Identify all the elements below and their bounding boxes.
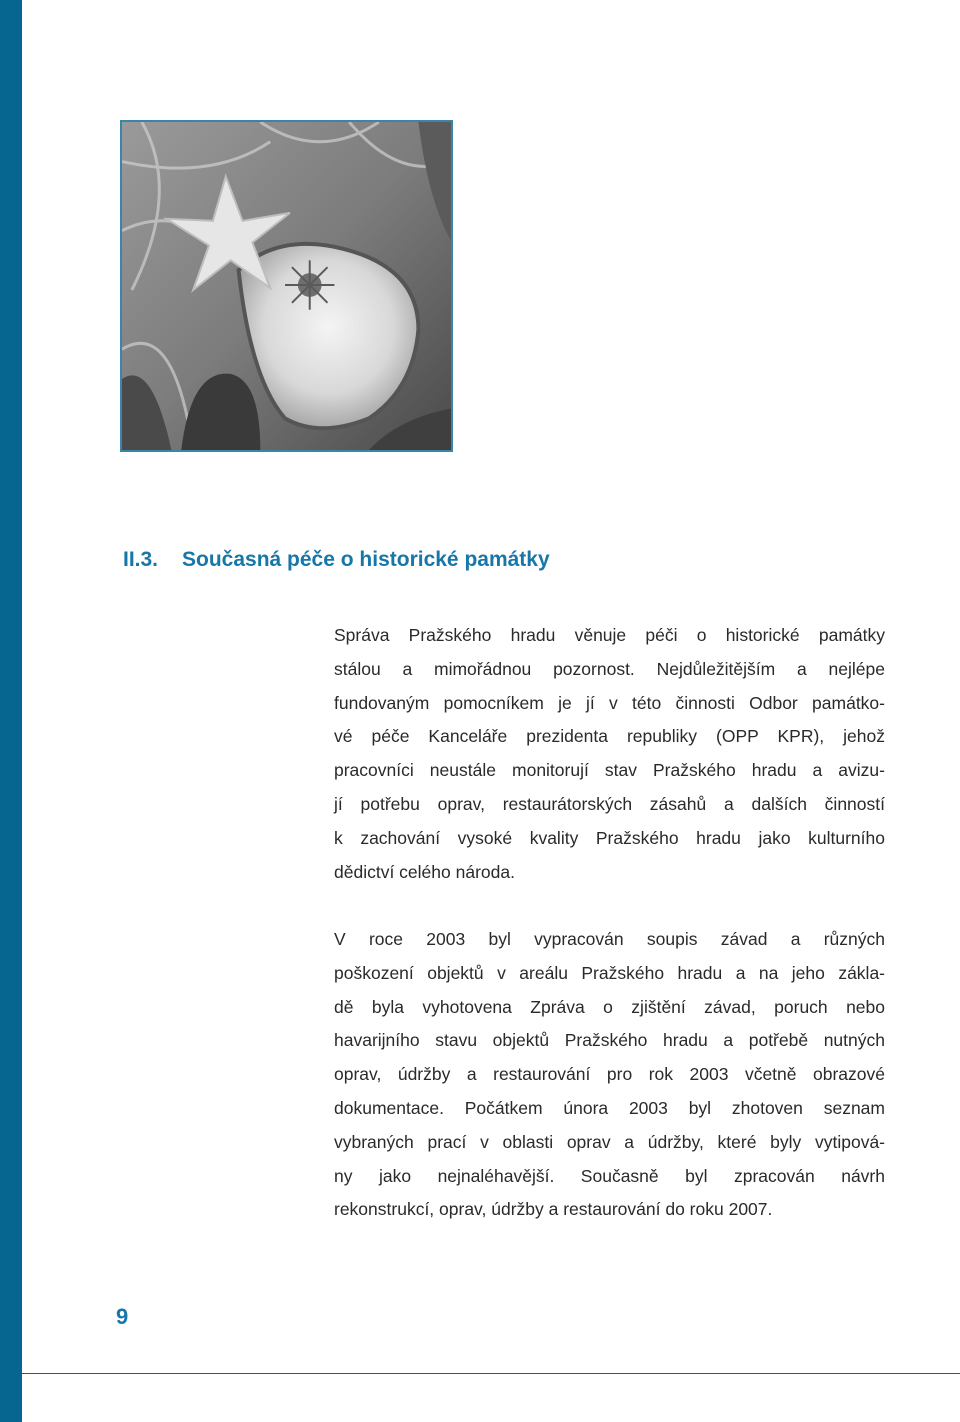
section-title: Současná péče o historické památky xyxy=(182,548,550,571)
section-heading xyxy=(123,548,550,572)
ceiling-photo-image xyxy=(122,122,451,450)
text-line: poškození objektů v areálu Pražského hradu a na jeho zákla- xyxy=(334,962,885,983)
text-line: vybraných prací v oblasti oprav a údržby, které byly vytipová- xyxy=(334,1131,885,1152)
text-line: fundovaným pomocníkem je jí v této činnosti Odbor památko- xyxy=(334,692,885,713)
text-line: stálou a mimořádnou pozornost. Nejdůležitějším a nejlépe xyxy=(334,658,885,679)
paragraph-2 xyxy=(334,923,885,1227)
text-line: pracovníci neustále monitorují stav Pražského hradu a avizu- xyxy=(334,760,885,781)
text-line: k zachování vysoké kvality Pražského hradu jako kulturního xyxy=(334,827,885,848)
text-line: vé péče Kanceláře prezidenta republiky (OPP KPR), jehož xyxy=(334,726,885,747)
text-line: jí potřebu oprav, restaurátorských zásahů a dalších činností xyxy=(334,793,885,814)
text-line: V roce 2003 byl vypracován soupis závad a různých xyxy=(334,929,885,949)
text-line: dědictví celého národa. xyxy=(334,861,515,882)
bottom-rule xyxy=(22,1373,960,1374)
text-line: oprav, údržby a restaurování pro rok 2003 včetně obrazové xyxy=(334,1064,885,1085)
paragraph-1 xyxy=(334,619,885,889)
text-line: Správa Pražského hradu věnuje péči o historické památky xyxy=(334,625,885,645)
section-number: II.3. xyxy=(123,548,159,571)
text-line: dokumentace. Počátkem února 2003 byl zhotoven seznam xyxy=(334,1097,885,1118)
page-number: 9 xyxy=(116,1304,129,1329)
text-line: ny jako nejnaléhavější. Současně byl zpracován návrh xyxy=(334,1165,885,1186)
text-line: havarijního stavu objektů Pražského hradu a potřebě nutných xyxy=(334,1030,885,1051)
vaulted-ceiling-photo xyxy=(120,120,453,452)
text-line: rekonstrukcí, oprav, údržby a restaurování do roku 2007. xyxy=(334,1199,773,1220)
side-color-bar xyxy=(0,0,22,1422)
text-line: dě byla vyhotovena Zpráva o zjištění závad, poruch nebo xyxy=(334,996,885,1017)
